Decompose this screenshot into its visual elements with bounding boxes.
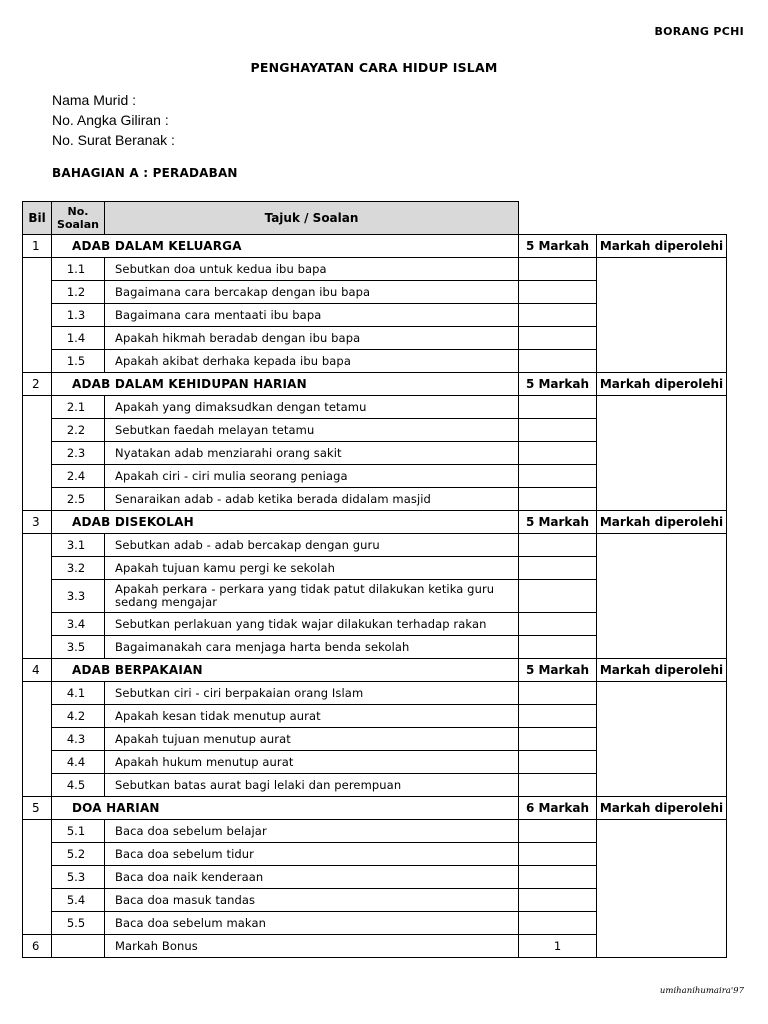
score-cell[interactable] [519,350,597,373]
marks-obtained-label: Markah diperolehi [597,659,727,682]
score-cell[interactable] [519,258,597,281]
question-number: 3.2 [52,557,105,580]
question-text: Sebutkan ciri - ciri berpakaian orang Islam [105,682,519,705]
score-cell[interactable] [519,912,597,935]
marks-obtained-label: Markah diperolehi [597,235,727,258]
question-text: Sebutkan doa untuk kedua ibu bapa [105,258,519,281]
section-row [23,511,727,534]
question-text: Sebutkan batas aurat bagi lelaki dan perempuan [105,774,519,797]
section-heading: ADAB DISEKOLAH [52,511,519,534]
question-number: 5.4 [52,889,105,912]
header-no-soalan [52,202,105,235]
question-number: 2.2 [52,419,105,442]
section-bil: 1 [23,235,52,258]
score-cell[interactable] [519,488,597,511]
footer-watermark: umihanihumaira'97 [659,986,744,996]
score-cell[interactable] [519,705,597,728]
score-cell[interactable] [519,613,597,636]
section-marks: 5 Markah [519,373,597,396]
section-row [23,659,727,682]
bonus-label: Markah Bonus [105,935,519,958]
question-text: Sebutkan perlakuan yang tidak wajar dilakukan terhadap rakan [105,613,519,636]
header-soalan-line: Soalan [57,218,99,231]
question-number: 1.2 [52,281,105,304]
question-number: 4.1 [52,682,105,705]
section-bil: 3 [23,511,52,534]
section-marks: 6 Markah [519,797,597,820]
section-bil: 2 [23,373,52,396]
question-number: 5.3 [52,866,105,889]
birth-cert-field: No. Surat Beranak : [52,132,175,148]
header-tajuk: Tajuk / Soalan [105,202,519,235]
question-text: Apakah perkara - perkara yang tidak patut dilakukan ketika guru sedang mengajar [105,580,519,613]
question-number: 2.4 [52,465,105,488]
marks-obtained-cell[interactable] [597,682,727,797]
question-text: Bagaimana cara bercakap dengan ibu bapa [105,281,519,304]
score-cell[interactable] [519,636,597,659]
question-text: Apakah tujuan kamu pergi ke sekolah [105,557,519,580]
question-number: 2.3 [52,442,105,465]
marks-obtained-cell[interactable] [597,258,727,373]
question-row [23,820,727,843]
bonus-score: 1 [519,935,597,958]
question-text: Sebutkan adab - adab bercakap dengan guru [105,534,519,557]
score-cell[interactable] [519,327,597,350]
question-number: 3.1 [52,534,105,557]
index-number-field: No. Angka Giliran : [52,112,169,128]
score-cell[interactable] [519,281,597,304]
bil-blank-cell [23,396,52,511]
question-number: 5.1 [52,820,105,843]
question-text: Apakah kesan tidak menutup aurat [105,705,519,728]
question-number: 5.2 [52,843,105,866]
question-text: Apakah ciri - ciri mulia seorang peniaga [105,465,519,488]
question-number: 3.5 [52,636,105,659]
question-number: 2.5 [52,488,105,511]
form-code: BORANG PCHI [654,25,744,38]
question-number: 1.4 [52,327,105,350]
question-number: 2.1 [52,396,105,419]
header-spacer [597,202,727,235]
score-cell[interactable] [519,442,597,465]
question-number: 1.1 [52,258,105,281]
score-cell[interactable] [519,580,597,613]
section-marks: 5 Markah [519,659,597,682]
question-number: 3.3 [52,580,105,613]
question-number: 4.5 [52,774,105,797]
student-info [52,90,175,150]
question-number: 4.4 [52,751,105,774]
question-number: 5.5 [52,912,105,935]
question-table [22,201,727,958]
question-text: Baca doa sebelum belajar [105,820,519,843]
score-cell[interactable] [519,843,597,866]
score-cell[interactable] [519,465,597,488]
marks-obtained-label: Markah diperolehi [597,511,727,534]
bil-blank-cell [23,534,52,659]
question-text: Senaraikan adab - adab ketika berada didalam masjid [105,488,519,511]
section-heading: ADAB DALAM KEHIDUPAN HARIAN [52,373,519,396]
section-heading: ADAB DALAM KELUARGA [52,235,519,258]
section-heading: ADAB BERPAKAIAN [52,659,519,682]
question-row [23,396,727,419]
marks-obtained-cell[interactable] [597,534,727,659]
question-number: 3.4 [52,613,105,636]
question-number: 1.5 [52,350,105,373]
section-bil: 4 [23,659,52,682]
question-number: 4.2 [52,705,105,728]
question-text: Apakah akibat derhaka kepada ibu bapa [105,350,519,373]
section-marks: 5 Markah [519,511,597,534]
section-heading: DOA HARIAN [52,797,519,820]
section-title: BAHAGIAN A : PERADABAN [52,166,238,180]
bonus-no-cell [52,935,105,958]
score-cell[interactable] [519,396,597,419]
question-number: 1.3 [52,304,105,327]
score-cell[interactable] [519,866,597,889]
question-text: Apakah hukum menutup aurat [105,751,519,774]
question-number: 4.3 [52,728,105,751]
score-cell[interactable] [519,728,597,751]
bil-blank-cell [23,258,52,373]
page-title: PENGHAYATAN CARA HIDUP ISLAM [250,60,498,75]
section-row [23,373,727,396]
score-cell[interactable] [519,820,597,843]
section-row [23,797,727,820]
question-text: Nyatakan adab menziarahi orang sakit [105,442,519,465]
question-text: Bagaimanakah cara menjaga harta benda sekolah [105,636,519,659]
question-text: Baca doa masuk tandas [105,889,519,912]
score-cell[interactable] [519,889,597,912]
question-text: Apakah yang dimaksudkan dengan tetamu [105,396,519,419]
score-cell[interactable] [519,751,597,774]
header-spacer [519,202,597,235]
question-text: Sebutkan faedah melayan tetamu [105,419,519,442]
question-row [23,258,727,281]
score-cell[interactable] [519,682,597,705]
marks-obtained-cell[interactable] [597,396,727,511]
question-text: Apakah hikmah beradab dengan ibu bapa [105,327,519,350]
header-no-line: No. [67,205,89,218]
section-bil: 5 [23,797,52,820]
marks-obtained-cell[interactable] [597,820,727,958]
section-row [23,235,727,258]
section-marks: 5 Markah [519,235,597,258]
marks-obtained-label: Markah diperolehi [597,797,727,820]
student-name-field: Nama Murid : [52,92,137,108]
table-header-row [23,202,727,235]
question-text: Apakah tujuan menutup aurat [105,728,519,751]
score-cell[interactable] [519,419,597,442]
question-text: Bagaimana cara mentaati ibu bapa [105,304,519,327]
bil-blank-cell [23,820,52,935]
question-text: Baca doa naik kenderaan [105,866,519,889]
score-cell[interactable] [519,774,597,797]
question-row [23,534,727,557]
header-bil: Bil [23,202,52,235]
marks-obtained-label: Markah diperolehi [597,373,727,396]
score-cell[interactable] [519,534,597,557]
question-text: Baca doa sebelum tidur [105,843,519,866]
bil-blank-cell [23,682,52,797]
score-cell[interactable] [519,557,597,580]
question-row [23,682,727,705]
question-text: Baca doa sebelum makan [105,912,519,935]
score-cell[interactable] [519,304,597,327]
bonus-bil: 6 [23,935,52,958]
